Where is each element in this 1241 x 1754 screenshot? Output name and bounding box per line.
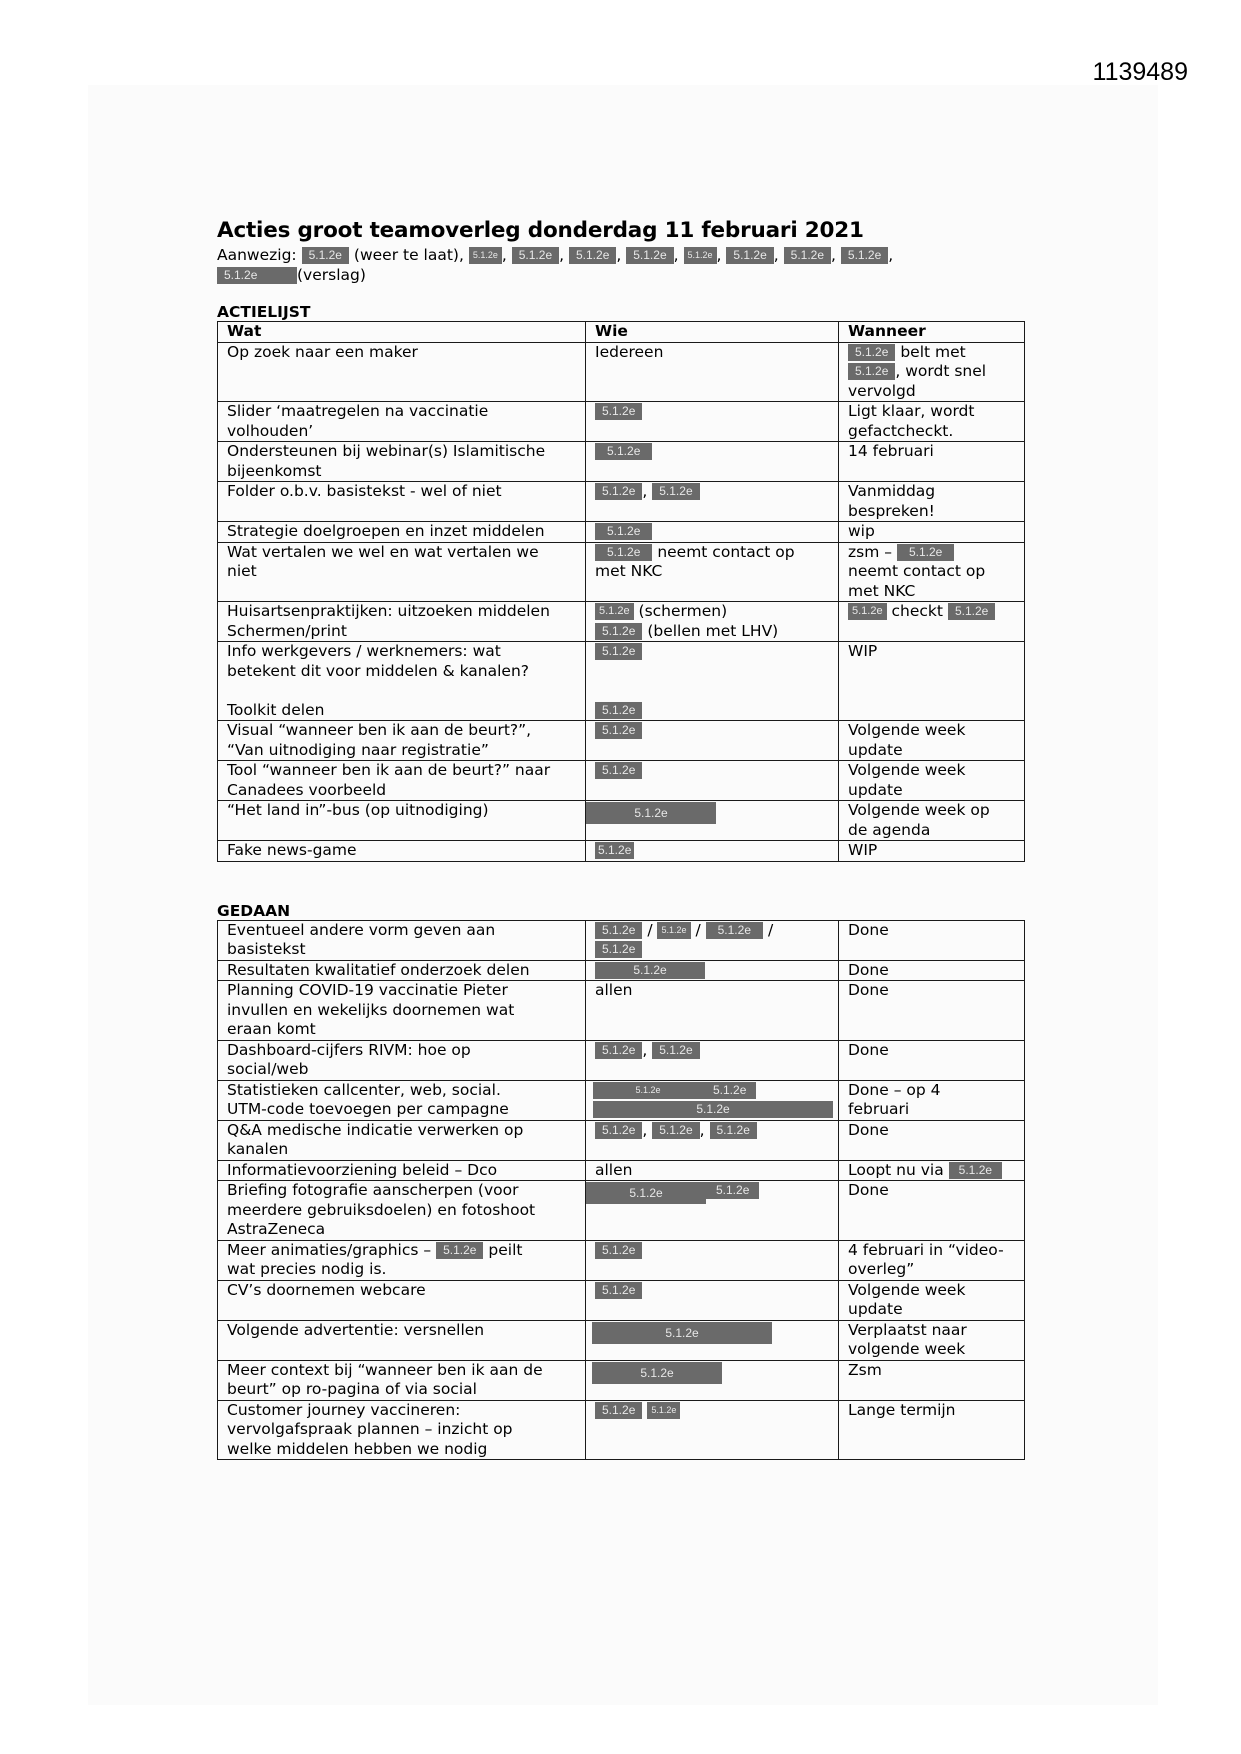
redaction-block: 5.1.2e xyxy=(647,1402,680,1419)
cell-when xyxy=(839,920,1025,960)
cell-when xyxy=(839,522,1025,543)
cell-text: Volgende week xyxy=(848,761,966,779)
redaction-block: 5.1.2e xyxy=(726,247,773,264)
redaction-block: 5.1.2e xyxy=(848,363,895,380)
done-table xyxy=(217,920,1025,1461)
cell-text: meerdere gebruiksdoelen) en fotoshoot xyxy=(227,1200,536,1219)
redaction-block: 5.1.2e xyxy=(595,544,652,561)
cell-text: Loopt nu via xyxy=(848,1160,944,1179)
cell-text: bijeenkomst xyxy=(227,461,322,480)
redaction-block: 5.1.2e xyxy=(595,962,705,979)
cell-text: Op zoek naar een maker xyxy=(227,342,418,361)
cell-text: Canadees voorbeeld xyxy=(227,780,387,799)
cell-who xyxy=(586,1120,839,1160)
redaction-block: 5.1.2e xyxy=(595,1042,642,1059)
cell-who xyxy=(586,402,839,442)
cell-what xyxy=(218,1120,586,1160)
cell-text: Info werkgevers / werknemers: wat xyxy=(227,642,501,660)
actions-heading: ACTIELIJST xyxy=(217,303,311,321)
separator: , xyxy=(699,1120,705,1139)
table-row xyxy=(218,1080,1025,1120)
table-row xyxy=(218,920,1025,960)
cell-what xyxy=(218,642,586,721)
cell-text: update xyxy=(848,780,903,799)
cell-who xyxy=(586,841,839,862)
column-header-when: Wanneer xyxy=(839,322,1025,343)
cell-text: “Van uitnodiging naar registratie” xyxy=(227,740,489,759)
cell-what xyxy=(218,1320,586,1360)
cell-text: peilt xyxy=(488,1240,523,1259)
cell-when xyxy=(839,602,1025,642)
cell-text: Meer animaties/graphics – xyxy=(227,1240,432,1259)
redaction-block: 5.1.2e xyxy=(595,941,642,958)
cell-text: eraan komt xyxy=(227,1020,316,1038)
cell-who xyxy=(586,1320,839,1360)
cell-text: betekent dit voor middelen & kanalen? xyxy=(227,661,530,680)
redaction-block: 5.1.2e xyxy=(595,762,642,779)
redaction-block: 5.1.2e xyxy=(595,1402,642,1419)
cell-text: bespreken! xyxy=(848,501,935,520)
table-row xyxy=(218,721,1025,761)
cell-what xyxy=(218,801,586,841)
cell-text: Done xyxy=(848,1120,889,1139)
separator: / xyxy=(695,920,701,939)
cell-text: Schermen/print xyxy=(227,621,347,640)
cell-text: volhouden’ xyxy=(227,421,314,440)
report-note: (verslag) xyxy=(297,265,366,284)
redaction-block: 5.1.2e xyxy=(586,1182,706,1204)
cell-when xyxy=(839,1040,1025,1080)
cell-text: Vanmiddag xyxy=(848,482,936,500)
cell-text: Meer context bij “wanneer ben ik aan de xyxy=(227,1360,543,1379)
attendees-label: Aanwezig: xyxy=(217,246,297,264)
redaction-block: 5.1.2e xyxy=(586,802,716,824)
cell-text: Folder o.b.v. basistekst - wel of niet xyxy=(227,482,502,500)
cell-text: wat precies nodig is. xyxy=(227,1260,387,1278)
separator: , xyxy=(642,482,648,500)
table-row xyxy=(218,442,1025,482)
redaction-block: 5.1.2e xyxy=(626,247,673,264)
redaction-block: 5.1.2e xyxy=(595,1242,642,1259)
cell-text: CV’s doornemen webcare xyxy=(227,1280,426,1299)
cell-when xyxy=(839,1160,1025,1181)
cell-when xyxy=(839,342,1025,402)
separator: , xyxy=(501,246,507,264)
cell-text: UTM-code toevoegen per campagne xyxy=(227,1100,509,1118)
cell-text: checkt xyxy=(891,602,943,620)
redaction-block: 5.1.2e xyxy=(217,267,297,284)
table-row xyxy=(218,960,1025,981)
cell-text: Volgende week xyxy=(848,721,966,739)
cell-text: Done xyxy=(848,960,889,979)
separator: , xyxy=(773,246,779,264)
redaction-block: 5.1.2e xyxy=(592,1362,722,1384)
redaction-block: 5.1.2e xyxy=(595,1122,642,1139)
cell-text: (bellen met LHV) xyxy=(647,621,779,640)
cell-when xyxy=(839,442,1025,482)
redaction-block: 5.1.2e xyxy=(302,247,349,264)
cell-text: Wat vertalen we wel en wat vertalen we xyxy=(227,542,539,561)
cell-text: Ligt klaar, wordt xyxy=(848,402,975,420)
table-row xyxy=(218,1360,1025,1400)
cell-text: invullen en wekelijks doornemen wat xyxy=(227,1000,515,1019)
cell-who xyxy=(586,960,839,981)
cell-text: Volgende week op xyxy=(848,801,990,819)
cell-text: Iedereen xyxy=(595,342,664,361)
cell-what xyxy=(218,1080,586,1120)
cell-text: update xyxy=(848,1300,903,1318)
separator: , xyxy=(888,246,894,264)
cell-when xyxy=(839,981,1025,1041)
table-row xyxy=(218,1240,1025,1280)
page-title: Acties groot teamoverleg donderdag 11 februari 2021 xyxy=(217,218,864,243)
table-row xyxy=(218,542,1025,602)
cell-who xyxy=(586,482,839,522)
cell-text: Lange termijn xyxy=(848,1400,956,1419)
cell-what xyxy=(218,522,586,543)
table-row xyxy=(218,1120,1025,1160)
cell-what xyxy=(218,1400,586,1460)
cell-text: social/web xyxy=(227,1060,309,1078)
cell-who xyxy=(586,981,839,1041)
cell-text: wip xyxy=(848,522,875,540)
table-row xyxy=(218,342,1025,402)
cell-text: overleg” xyxy=(848,1260,915,1278)
redaction-block: 5.1.2e xyxy=(652,1042,699,1059)
cell-when xyxy=(839,1240,1025,1280)
cell-text: Toolkit delen xyxy=(227,700,325,719)
cell-text: neemt contact op xyxy=(657,542,795,561)
cell-when xyxy=(839,960,1025,981)
redaction-block: 5.1.2e xyxy=(595,443,652,460)
separator: , xyxy=(673,246,679,264)
redaction-block: 5.1.2e xyxy=(652,1122,699,1139)
cell-when xyxy=(839,801,1025,841)
redaction-block: 5.1.2e xyxy=(595,922,642,939)
redaction-block: 5.1.2e xyxy=(593,1082,703,1099)
cell-who xyxy=(586,801,839,841)
redaction-block: 5.1.2e xyxy=(784,247,831,264)
redaction-block: 5.1.2e xyxy=(595,722,642,739)
separator: , xyxy=(831,246,836,264)
cell-when xyxy=(839,1080,1025,1120)
cell-who xyxy=(586,522,839,543)
cell-text: 4 februari in “video- xyxy=(848,1240,1004,1259)
cell-text: de agenda xyxy=(848,820,931,839)
cell-who xyxy=(586,1040,839,1080)
done-heading: GEDAAN xyxy=(217,901,291,920)
cell-who xyxy=(586,342,839,402)
cell-what xyxy=(218,1280,586,1320)
cell-what xyxy=(218,841,586,862)
document-id: 1139489 xyxy=(1092,58,1188,86)
separator: , xyxy=(716,246,722,264)
late-note: (weer te laat), xyxy=(353,246,464,264)
cell-text: Done xyxy=(848,1040,889,1059)
column-header-who: Wie xyxy=(586,322,839,343)
cell-text: Fake news-game xyxy=(227,841,357,859)
redaction-block: 5.1.2e xyxy=(684,247,717,264)
separator: , xyxy=(616,246,622,264)
cell-who xyxy=(586,642,839,721)
redaction-block: 5.1.2e xyxy=(706,922,763,939)
cell-text: belt met xyxy=(900,342,966,361)
table-row xyxy=(218,522,1025,543)
cell-what xyxy=(218,1240,586,1280)
redaction-block: 5.1.2e xyxy=(595,523,652,540)
cell-text: Tool “wanneer ben ik aan de beurt?” naar xyxy=(227,761,551,779)
cell-who xyxy=(586,1160,839,1181)
table-header-row xyxy=(218,322,1025,343)
cell-when xyxy=(839,542,1025,602)
cell-text: Slider ‘maatregelen na vaccinatie xyxy=(227,402,489,420)
cell-what xyxy=(218,1040,586,1080)
cell-text: Briefing fotografie aanscherpen (voor xyxy=(227,1181,519,1199)
cell-text: WIP xyxy=(848,642,878,660)
cell-what xyxy=(218,721,586,761)
cell-what xyxy=(218,1160,586,1181)
cell-what xyxy=(218,960,586,981)
redaction-block: 5.1.2e xyxy=(841,247,888,264)
redaction-block: 5.1.2e xyxy=(710,1122,757,1139)
cell-text: Done xyxy=(848,1181,889,1199)
cell-who xyxy=(586,1080,839,1120)
cell-text: Done – op 4 xyxy=(848,1080,941,1099)
redaction-block: 5.1.2e xyxy=(706,1182,759,1199)
cell-when xyxy=(839,402,1025,442)
cell-text: Resultaten kwalitatief onderzoek delen xyxy=(227,960,530,979)
cell-text: vervolgd xyxy=(848,381,916,400)
cell-who xyxy=(586,761,839,801)
cell-text: kanalen xyxy=(227,1140,289,1158)
redaction-block: 5.1.2e xyxy=(436,1242,483,1259)
cell-text: 14 februari xyxy=(848,442,934,460)
cell-text: Planning COVID-19 vaccinatie Pieter xyxy=(227,981,508,999)
cell-what xyxy=(218,402,586,442)
cell-when xyxy=(839,1120,1025,1160)
cell-who xyxy=(586,442,839,482)
cell-what xyxy=(218,1181,586,1241)
cell-text: met NKC xyxy=(848,581,916,600)
separator: / xyxy=(767,920,774,939)
cell-text: Done xyxy=(848,981,889,999)
cell-text: allen xyxy=(595,1160,633,1179)
redaction-block: 5.1.2e xyxy=(512,247,559,264)
cell-text: update xyxy=(848,740,903,759)
table-row xyxy=(218,1280,1025,1320)
cell-text: allen xyxy=(595,981,633,999)
cell-text: welke middelen hebben we nodig xyxy=(227,1439,488,1458)
cell-what xyxy=(218,482,586,522)
cell-text: Dashboard-cijfers RIVM: hoe op xyxy=(227,1040,471,1059)
cell-what xyxy=(218,442,586,482)
redaction-block: 5.1.2e xyxy=(595,842,634,859)
cell-when xyxy=(839,1400,1025,1460)
cell-what xyxy=(218,602,586,642)
cell-when xyxy=(839,482,1025,522)
cell-text: februari xyxy=(848,1100,910,1118)
table-row xyxy=(218,1181,1025,1241)
table-row xyxy=(218,761,1025,801)
cell-text: met NKC xyxy=(595,562,663,580)
cell-text: “Het land in”-bus (op uitnodiging) xyxy=(227,801,489,819)
cell-text: vervolgafspraak plannen – inzicht op xyxy=(227,1420,513,1438)
cell-text: Customer journey vaccineren: xyxy=(227,1400,461,1419)
cell-text: WIP xyxy=(848,841,878,859)
cell-text: Eventueel andere vorm geven aan xyxy=(227,920,496,939)
cell-text: Verplaatst naar xyxy=(848,1320,967,1339)
cell-who xyxy=(586,1400,839,1460)
cell-text: Volgende advertentie: versnellen xyxy=(227,1320,485,1339)
cell-when xyxy=(839,1320,1025,1360)
cell-text: Done xyxy=(848,920,889,939)
column-header-what: Wat xyxy=(218,322,586,343)
cell-text: Visual “wanneer ben ik aan de beurt?”, xyxy=(227,721,532,739)
cell-who xyxy=(586,1240,839,1280)
cell-text: Informatievoorziening beleid – Dco xyxy=(227,1160,498,1179)
redaction-block: 5.1.2e xyxy=(897,544,954,561)
cell-what xyxy=(218,542,586,602)
cell-who xyxy=(586,1360,839,1400)
table-row xyxy=(218,642,1025,721)
cell-text: Strategie doelgroepen en inzet middelen xyxy=(227,522,545,540)
table-row xyxy=(218,602,1025,642)
table-row xyxy=(218,801,1025,841)
table-row xyxy=(218,402,1025,442)
cell-text: Ondersteunen bij webinar(s) Islamitische xyxy=(227,442,546,460)
cell-what xyxy=(218,920,586,960)
actions-table xyxy=(217,321,1025,862)
table-row xyxy=(218,1320,1025,1360)
cell-text: AstraZeneca xyxy=(227,1220,326,1238)
cell-who xyxy=(586,1181,839,1241)
cell-what xyxy=(218,342,586,402)
separator: , xyxy=(642,1040,648,1059)
table-row xyxy=(218,1400,1025,1460)
redaction-block: 5.1.2e xyxy=(949,1162,1002,1179)
cell-when xyxy=(839,1360,1025,1400)
cell-text: Q&A medische indicatie verwerken op xyxy=(227,1120,524,1139)
redaction-block: 5.1.2e xyxy=(948,603,995,620)
cell-text: neemt contact op xyxy=(848,562,986,580)
redaction-block: 5.1.2e xyxy=(595,603,634,620)
document-content xyxy=(217,218,1027,1460)
cell-text: Statistieken callcenter, web, social. xyxy=(227,1080,501,1099)
redaction-block: 5.1.2e xyxy=(703,1082,756,1099)
cell-text: (schermen) xyxy=(638,602,728,620)
cell-text: niet xyxy=(227,562,257,580)
redaction-block: 5.1.2e xyxy=(595,1282,642,1299)
redaction-block: 5.1.2e xyxy=(595,483,642,500)
cell-text: basistekst xyxy=(227,940,306,958)
separator: , xyxy=(559,246,565,264)
cell-when xyxy=(839,841,1025,862)
cell-who xyxy=(586,1280,839,1320)
cell-what xyxy=(218,761,586,801)
table-row xyxy=(218,1160,1025,1181)
cell-when xyxy=(839,642,1025,721)
cell-who xyxy=(586,542,839,602)
cell-when xyxy=(839,1181,1025,1241)
cell-text: Volgende week xyxy=(848,1280,966,1299)
cell-when xyxy=(839,1280,1025,1320)
cell-text: volgende week xyxy=(848,1340,966,1358)
attendees-line xyxy=(217,246,1027,285)
redaction-block: 5.1.2e xyxy=(848,344,895,361)
redaction-block: 5.1.2e xyxy=(848,603,887,620)
redaction-block: 5.1.2e xyxy=(595,623,642,640)
cell-text: , wordt snel xyxy=(895,362,987,380)
redaction-block: 5.1.2e xyxy=(569,247,616,264)
redaction-block: 5.1.2e xyxy=(652,483,699,500)
table-row xyxy=(218,841,1025,862)
cell-who xyxy=(586,602,839,642)
redaction-block: 5.1.2e xyxy=(592,1322,772,1344)
cell-when xyxy=(839,761,1025,801)
separator: , xyxy=(642,1120,648,1139)
table-row xyxy=(218,1040,1025,1080)
cell-when xyxy=(839,721,1025,761)
cell-text: beurt” op ro-pagina of via social xyxy=(227,1380,477,1398)
cell-text: gefactcheckt. xyxy=(848,421,954,440)
table-row xyxy=(218,482,1025,522)
cell-who xyxy=(586,920,839,960)
cell-what xyxy=(218,981,586,1041)
cell-who xyxy=(586,721,839,761)
cell-what xyxy=(218,1360,586,1400)
cell-text: Huisartsenpraktijken: uitzoeken middelen xyxy=(227,602,550,620)
cell-text: zsm – xyxy=(848,542,892,561)
redaction-block: 5.1.2e xyxy=(469,247,502,264)
redaction-block: 5.1.2e xyxy=(595,702,642,719)
cell-text: Zsm xyxy=(848,1360,882,1379)
separator: / xyxy=(647,920,653,939)
redaction-block: 5.1.2e xyxy=(595,403,642,420)
table-row xyxy=(218,981,1025,1041)
redaction-block: 5.1.2e xyxy=(595,643,642,660)
redaction-block: 5.1.2e xyxy=(657,922,690,939)
redaction-block: 5.1.2e xyxy=(593,1101,833,1118)
